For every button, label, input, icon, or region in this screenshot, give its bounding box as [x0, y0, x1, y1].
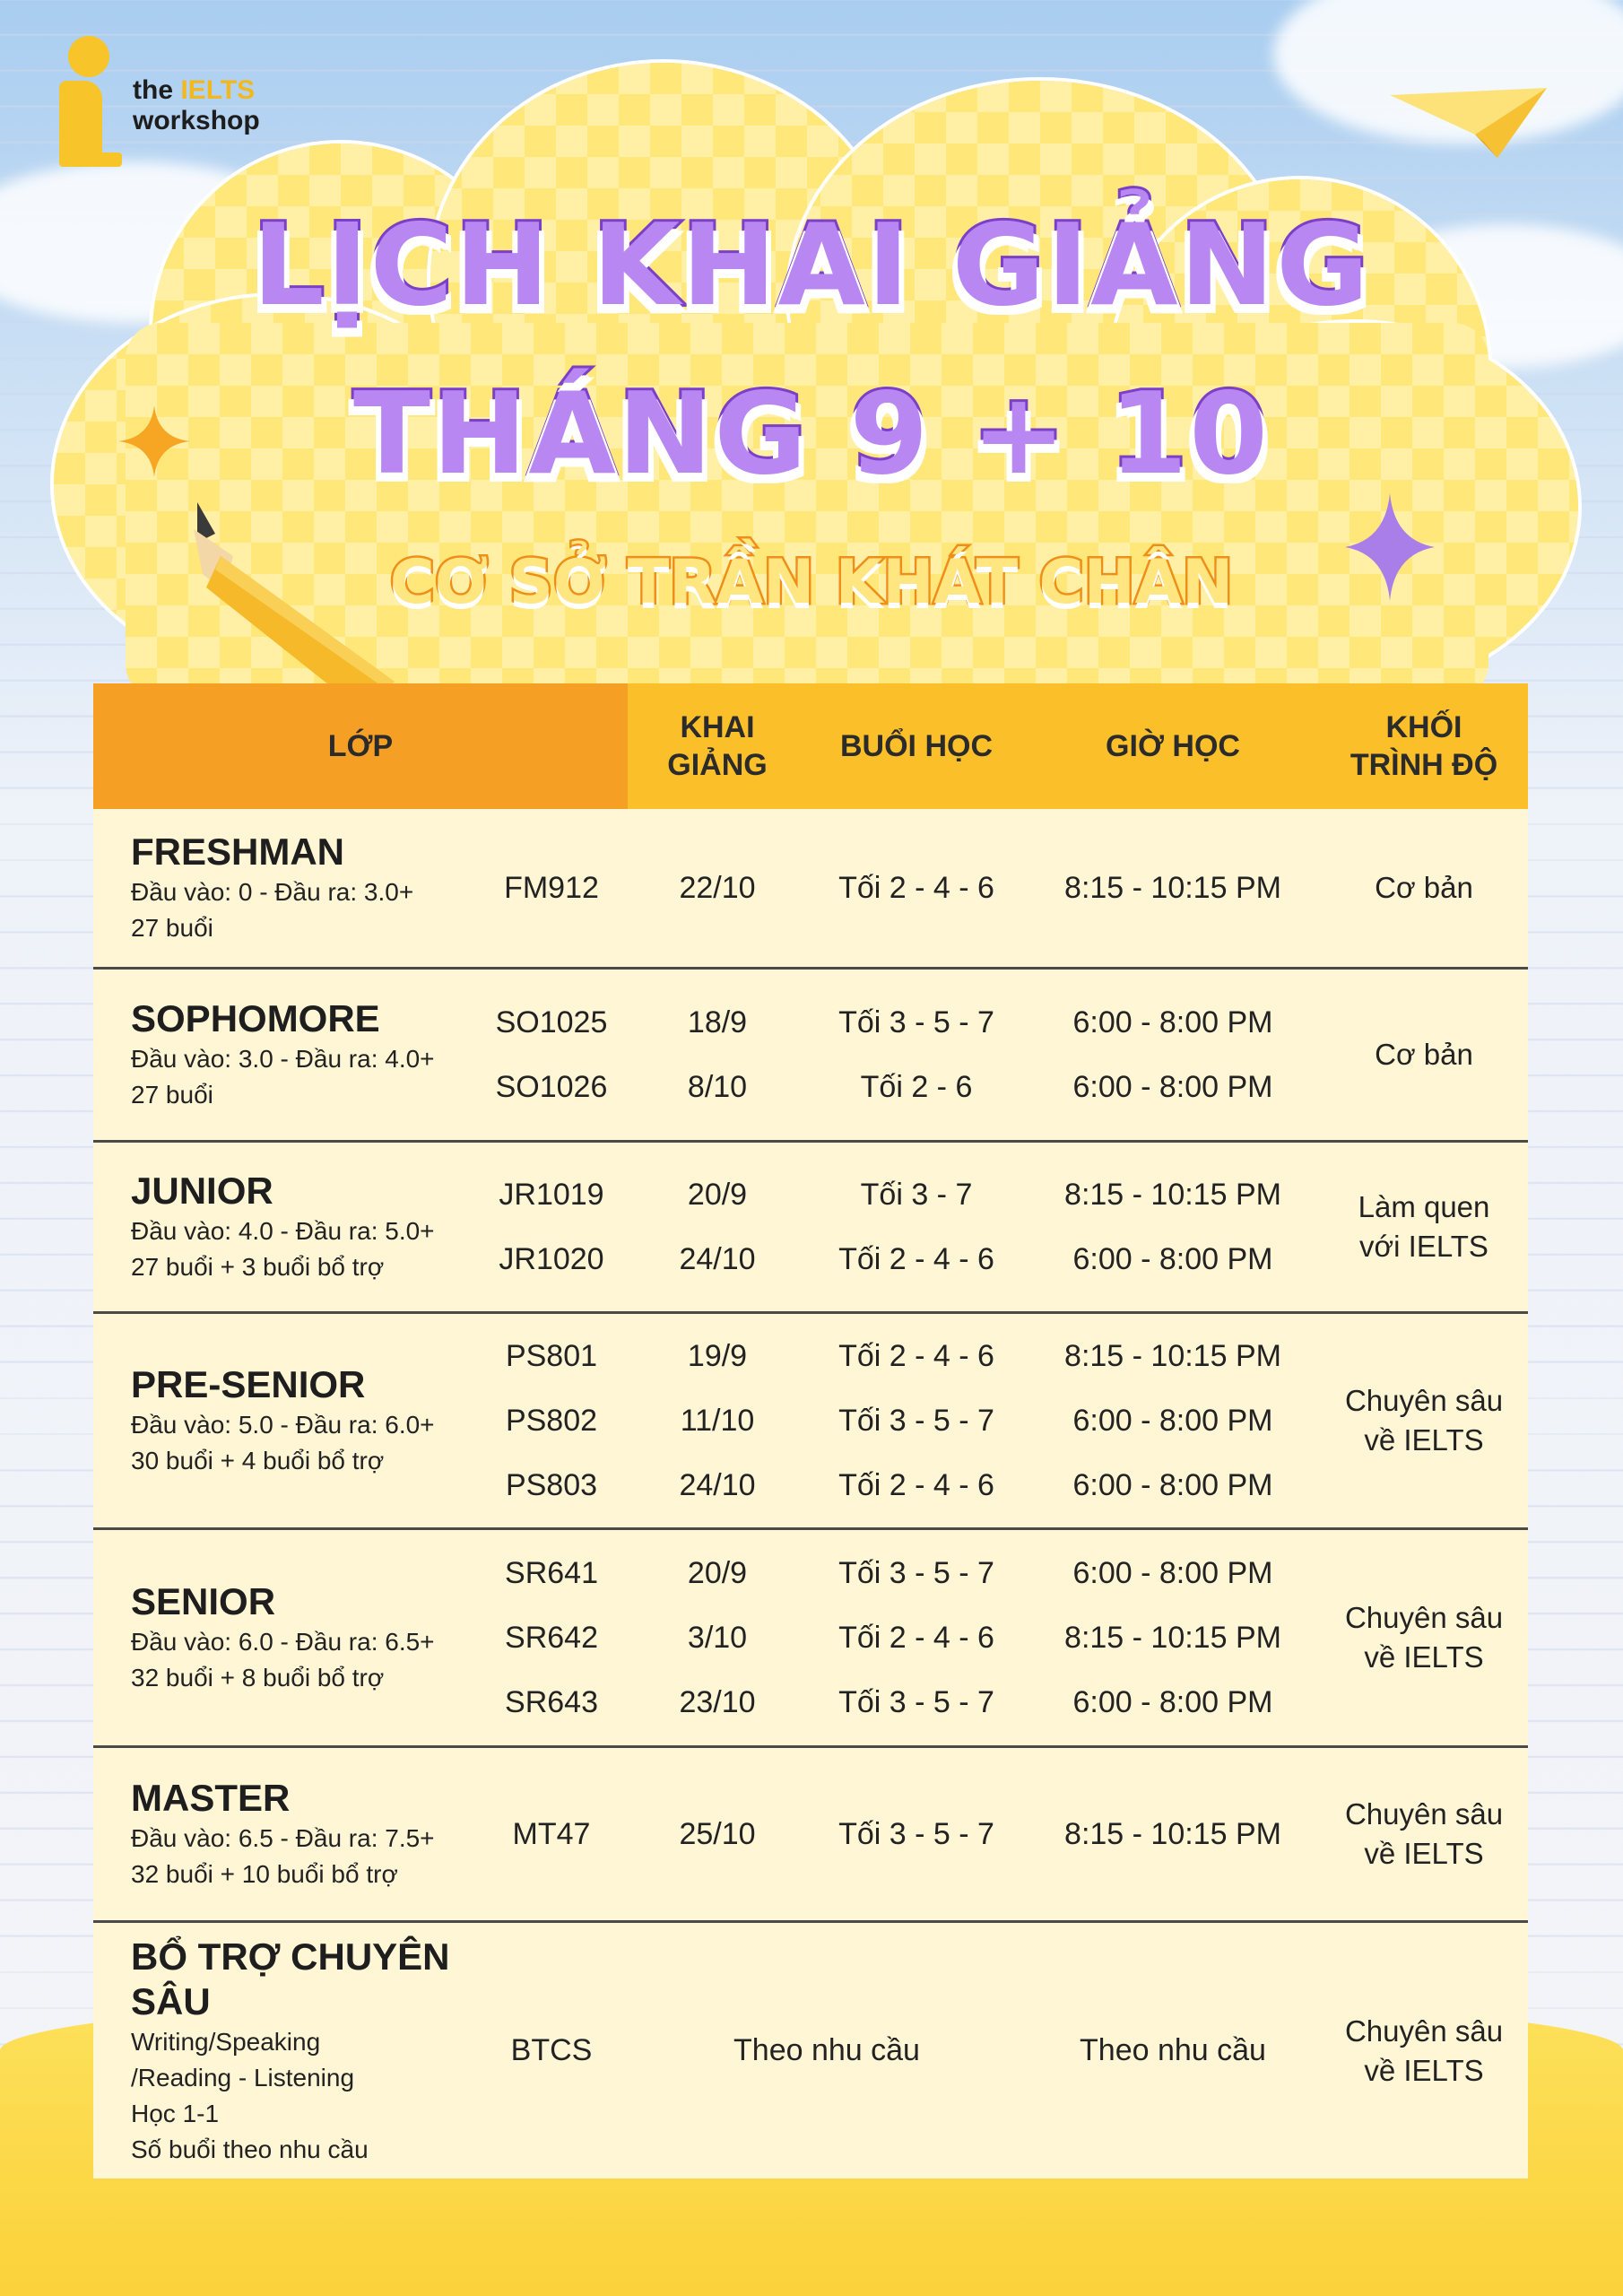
- session-days: Tối 3 - 5 - 7: [838, 1817, 994, 1851]
- session-days: Tối 2 - 4 - 6: [838, 1621, 994, 1655]
- session-days: Tối 2 - 4 - 6: [838, 1468, 994, 1502]
- class-time: 6:00 - 8:00 PM: [1072, 1556, 1273, 1590]
- class-cell: [93, 1530, 475, 1745]
- level-cell: [1320, 970, 1528, 1140]
- class-time-cell: [1026, 1314, 1320, 1527]
- start-date: 24/10: [679, 1242, 756, 1276]
- class-cell: [93, 1143, 475, 1311]
- session-days-cell: [807, 1530, 1026, 1745]
- start-date: 24/10: [679, 1468, 756, 1502]
- class-code: SO1025: [495, 1005, 608, 1039]
- class-name: BỔ TRỢ CHUYÊN SÂU: [131, 1935, 450, 2022]
- session-days: Tối 2 - 4 - 6: [838, 1339, 994, 1373]
- start-date-cell: [628, 1143, 807, 1311]
- class-code: JR1019: [499, 1178, 604, 1212]
- level-text: Cơ bản: [1375, 871, 1473, 904]
- class-time-cell: [1026, 1530, 1320, 1745]
- class-time-cell: [1026, 809, 1320, 967]
- level-text: với IELTS: [1359, 1230, 1488, 1263]
- header-level-line1: KHỐI: [1385, 710, 1462, 744]
- session-days: Tối 3 - 5 - 7: [838, 1005, 994, 1039]
- class-info: /Reading - Listening: [131, 2063, 355, 2092]
- class-time: 8:15 - 10:15 PM: [1064, 871, 1281, 905]
- session-days: Tối 2 - 6: [860, 1070, 973, 1104]
- class-code: FM912: [504, 871, 599, 905]
- class-info: 27 buổi: [131, 914, 213, 942]
- logo-i-icon: [57, 36, 127, 170]
- class-info: Writing/Speaking: [131, 2027, 321, 2056]
- start-date-cell: [628, 1530, 807, 1745]
- class-code: PS803: [505, 1468, 598, 1502]
- class-time: 6:00 - 8:00 PM: [1072, 1070, 1273, 1104]
- start-date: 23/10: [679, 1685, 756, 1719]
- class-time: 8:15 - 10:15 PM: [1064, 1339, 1281, 1373]
- level-text: về IELTS: [1364, 2053, 1484, 2087]
- class-info: Đầu vào: 5.0 - Đầu ra: 6.0+: [131, 1411, 435, 1439]
- class-time: 6:00 - 8:00 PM: [1072, 1242, 1273, 1276]
- class-time: 6:00 - 8:00 PM: [1072, 1005, 1273, 1039]
- logo-workshop: workshop: [133, 106, 260, 135]
- level-cell: [1320, 1143, 1528, 1311]
- class-info: 27 buổi: [131, 1081, 213, 1109]
- class-name: PRE-SENIOR: [131, 1363, 366, 1405]
- class-code-cell: [475, 970, 628, 1140]
- session-days: Tối 3 - 5 - 7: [838, 1404, 994, 1438]
- header-start: [628, 683, 807, 809]
- class-time: 6:00 - 8:00 PM: [1072, 1685, 1273, 1719]
- level-cell: [1320, 1923, 1528, 2179]
- level-cell: [1320, 1748, 1528, 1920]
- class-code: SR642: [505, 1621, 598, 1655]
- class-time: 8:15 - 10:15 PM: [1064, 1178, 1281, 1212]
- table-body: [93, 809, 1528, 2179]
- class-time: 6:00 - 8:00 PM: [1072, 1468, 1273, 1502]
- class-time-cell: [1026, 1143, 1320, 1311]
- start-date-cell: [628, 809, 807, 967]
- class-cell: [93, 1748, 475, 1920]
- class-code-cell: [475, 1143, 628, 1311]
- class-time: 8:15 - 10:15 PM: [1064, 1621, 1281, 1655]
- class-info: Đầu vào: 3.0 - Đầu ra: 4.0+: [131, 1045, 435, 1073]
- session-days: Tối 3 - 5 - 7: [838, 1556, 994, 1590]
- level-text: Làm quen: [1358, 1190, 1490, 1223]
- session-days-cell: [807, 1143, 1026, 1311]
- class-cell: [93, 1923, 475, 2179]
- start-date: 25/10: [679, 1817, 756, 1851]
- level-text: Chuyên sâu: [1344, 1797, 1504, 1831]
- class-code: PS801: [505, 1339, 598, 1373]
- class-time: Theo nhu cầu: [1080, 2033, 1266, 2067]
- class-code: PS802: [505, 1404, 598, 1438]
- header-start-line1: KHAI: [680, 710, 755, 744]
- class-info: Đầu vào: 0 - Đầu ra: 3.0+: [131, 878, 414, 906]
- class-code: SO1026: [495, 1070, 608, 1104]
- table-row: [93, 809, 1528, 970]
- class-cell: [93, 809, 475, 967]
- class-name: JUNIOR: [131, 1170, 273, 1212]
- page-subtitle: CƠ SỞ TRẦN KHÁT CHÂN: [389, 547, 1234, 618]
- start-date: 20/9: [687, 1556, 748, 1590]
- logo-ielts: IELTS: [180, 75, 256, 105]
- start-date-cell: [628, 970, 807, 1140]
- level-text: về IELTS: [1364, 1640, 1484, 1674]
- class-cell: [93, 1314, 475, 1527]
- header-class: LỚP: [93, 683, 628, 809]
- session-days: Tối 3 - 5 - 7: [838, 1685, 994, 1719]
- header-time: GIỜ HỌC: [1106, 729, 1240, 763]
- class-time-cell: [1026, 970, 1320, 1140]
- class-code: BTCS: [510, 2033, 593, 2067]
- class-name: FRESHMAN: [131, 831, 344, 873]
- class-time: 6:00 - 8:00 PM: [1072, 1404, 1273, 1438]
- paper-plane-icon: [1390, 79, 1551, 169]
- table-row: [93, 1314, 1528, 1530]
- class-code: JR1020: [499, 1242, 604, 1276]
- class-code-cell: [475, 1314, 628, 1527]
- start-date-cell: [628, 1748, 807, 1920]
- start-date: 11/10: [680, 1404, 755, 1438]
- session-days-cell: [807, 1748, 1026, 1920]
- class-info: 30 buổi + 4 buổi bổ trợ: [131, 1447, 385, 1474]
- level-text: Chuyên sâu: [1344, 1601, 1504, 1634]
- class-info: 32 buổi + 8 buổi bổ trợ: [131, 1664, 385, 1692]
- class-info: Số buổi theo nhu cầu: [131, 2135, 369, 2163]
- table-row: [93, 1530, 1528, 1748]
- table-row: [93, 1143, 1528, 1314]
- level-cell: [1320, 809, 1528, 967]
- header-level-line2: TRÌNH ĐỘ: [1350, 748, 1498, 782]
- header-session: BUỔI HỌC: [840, 729, 993, 763]
- start-date: 3/10: [687, 1621, 748, 1655]
- class-info: 32 buổi + 10 buổi bổ trợ: [131, 1860, 398, 1888]
- start-date: 18/9: [687, 1005, 748, 1039]
- class-time: 8:15 - 10:15 PM: [1064, 1817, 1281, 1851]
- session-days: Tối 2 - 4 - 6: [838, 1242, 994, 1276]
- class-cell: [93, 970, 475, 1140]
- header-start-line2: GIẢNG: [667, 748, 768, 782]
- class-code: SR643: [505, 1685, 598, 1719]
- class-code-cell: [475, 809, 628, 967]
- table-header: [93, 683, 1528, 809]
- class-code: SR641: [505, 1556, 598, 1590]
- session-days-cell: [807, 1314, 1026, 1527]
- class-info: Đầu vào: 6.5 - Đầu ra: 7.5+: [131, 1824, 435, 1852]
- class-info: Học 1-1: [131, 2099, 220, 2127]
- table-row: [93, 1923, 1528, 2179]
- page-title-line1: LỊCH KHAI GIẢNG: [252, 199, 1371, 331]
- session-days: Tối 3 - 7: [860, 1178, 973, 1212]
- class-name: SENIOR: [131, 1580, 276, 1622]
- level-text: Chuyên sâu: [1344, 2013, 1504, 2048]
- session-days: Tối 2 - 4 - 6: [838, 871, 994, 905]
- class-code-cell: [475, 1748, 628, 1920]
- session-days-cell: [807, 809, 1026, 967]
- brand-logo: [57, 36, 260, 170]
- page-title-line2: THÁNG 9 + 10: [353, 368, 1270, 500]
- logo-the: the: [133, 75, 181, 105]
- level-text: về IELTS: [1364, 1837, 1484, 1870]
- class-name: SOPHOMORE: [131, 997, 380, 1039]
- level-cell: [1320, 1530, 1528, 1745]
- schedule-table: [93, 683, 1528, 2179]
- session-days-cell: [807, 970, 1026, 1140]
- class-info: Đầu vào: 4.0 - Đầu ra: 5.0+: [131, 1217, 435, 1245]
- level-text: Cơ bản: [1375, 1038, 1473, 1071]
- start-date-cell: [628, 1314, 807, 1527]
- class-code: MT47: [512, 1817, 591, 1851]
- class-info: 27 buổi + 3 buổi bổ trợ: [131, 1253, 385, 1281]
- class-info: Đầu vào: 6.0 - Đầu ra: 6.5+: [131, 1628, 435, 1656]
- start-date: 22/10: [679, 871, 756, 905]
- class-name: MASTER: [131, 1777, 291, 1819]
- start-session: Theo nhu cầu: [733, 2033, 920, 2067]
- start-date: 8/10: [687, 1070, 748, 1104]
- header-level: [1320, 683, 1528, 809]
- table-row: [93, 1748, 1528, 1923]
- table-row: [93, 970, 1528, 1143]
- level-text: Chuyên sâu: [1344, 1384, 1504, 1417]
- start-date: 20/9: [687, 1178, 748, 1212]
- class-code-cell: [475, 1530, 628, 1745]
- class-time-cell: [1026, 1748, 1320, 1920]
- level-text: về IELTS: [1364, 1423, 1484, 1457]
- start-date: 19/9: [687, 1339, 748, 1373]
- level-cell: [1320, 1314, 1528, 1527]
